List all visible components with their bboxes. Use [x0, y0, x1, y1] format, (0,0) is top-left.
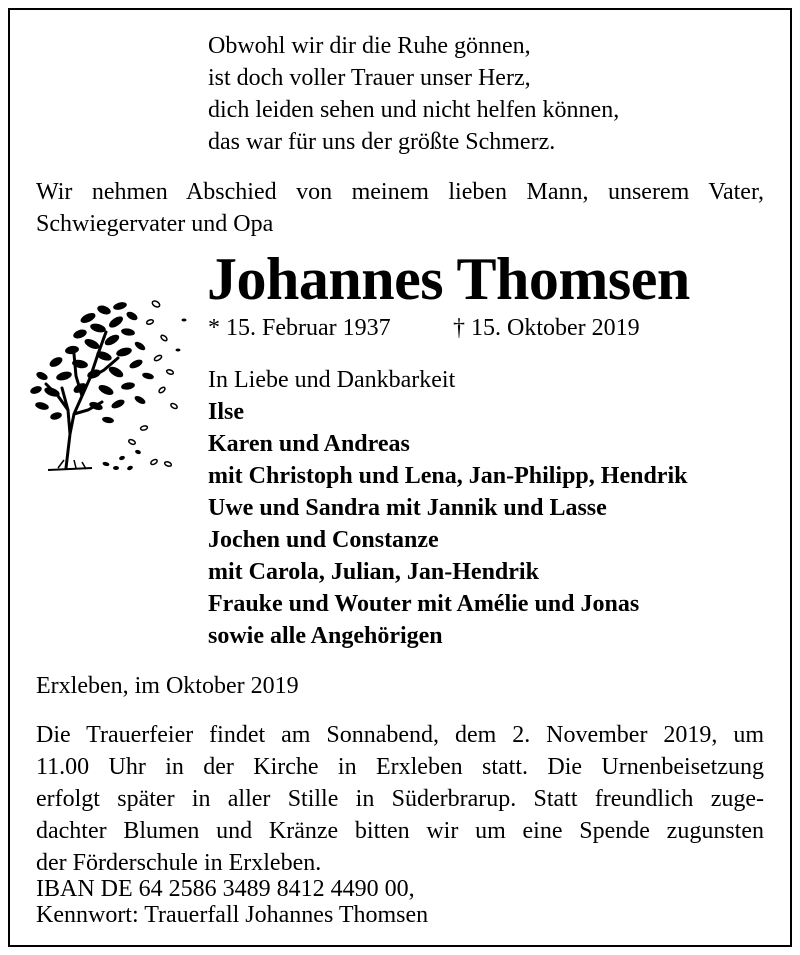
- funeral-line-5: der Förderschule in Erxleben.: [36, 850, 322, 876]
- poem-line-3: dich leiden sehen und nicht helfen können,: [208, 97, 620, 123]
- birth-date: * 15. Februar 1937: [208, 315, 391, 341]
- place-date: Erxleben, im Oktober 2019: [36, 673, 299, 699]
- death-date: † 15. Oktober 2019: [453, 315, 640, 341]
- mourner-line-4: Uwe und Sandra mit Jannik und Lasse: [208, 495, 607, 521]
- iban: IBAN DE 64 2586 3489 8412 4490 00,: [36, 876, 415, 902]
- poem-line-1: Obwohl wir dir die Ruhe gönnen,: [208, 33, 531, 59]
- funeral-line-1: Die Trauerfeier findet am Sonnabend, dem 2. November 2019, um: [36, 722, 764, 748]
- donation-keyword: Kennwort: Trauerfall Johannes Thomsen: [36, 902, 429, 928]
- mourner-line-7: Frauke und Wouter mit Amélie und Jonas: [208, 591, 640, 617]
- mourner-line-6: mit Carola, Julian, Jan-Hendrik: [208, 559, 539, 585]
- mourner-line-3: mit Christoph und Lena, Jan-Philipp, Hendrik: [208, 463, 688, 489]
- funeral-line-4: dachter Blumen und Kränze bitten wir um eine Spende zugunsten: [36, 818, 764, 844]
- mourner-line-1: Ilse: [208, 399, 244, 425]
- funeral-line-3: erfolgt später in aller Stille in Süderbrarup. Statt freundlich zuge-: [36, 786, 764, 812]
- mourners-intro: In Liebe und Dankbarkeit: [208, 367, 456, 393]
- intro-line-1: Wir nehmen Abschied von meinem lieben Mann, unserem Vater,: [36, 179, 764, 205]
- poem-line-4: das war für uns der größte Schmerz.: [208, 129, 556, 155]
- tree-with-falling-leaves-icon: [28, 292, 188, 474]
- mourner-line-5: Jochen und Constanze: [208, 527, 439, 553]
- deceased-name: Johannes Thomsen: [207, 246, 690, 312]
- mourner-line-2: Karen und Andreas: [208, 431, 410, 457]
- poem-line-2: ist doch voller Trauer unser Herz,: [208, 65, 531, 91]
- mourner-line-8: sowie alle Angehörigen: [208, 623, 443, 649]
- intro-line-2: Schwiegervater und Opa: [36, 211, 274, 237]
- funeral-line-2: 11.00 Uhr in der Kirche in Erxleben statt. Die Urnenbeisetzung: [36, 754, 764, 780]
